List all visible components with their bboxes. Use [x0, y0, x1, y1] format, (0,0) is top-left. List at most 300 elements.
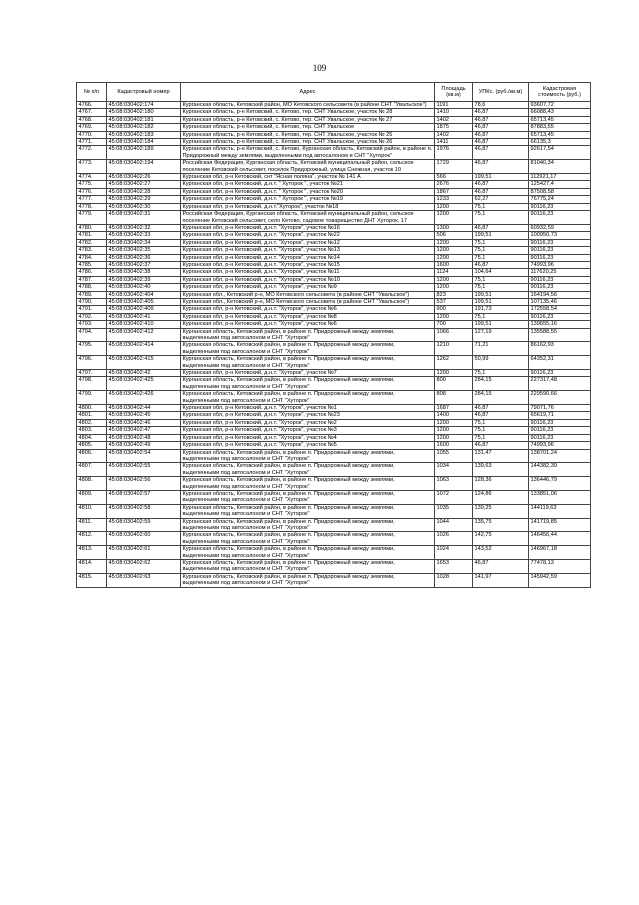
cell-area: 1035 [435, 504, 473, 518]
cell-specific-value: 46,87 [473, 116, 529, 123]
header-specific-value: УПКс. (руб./кв.м) [473, 83, 529, 102]
cell-specific-value: 46,87 [473, 124, 529, 131]
cell-cadastral-number: 45:08:030402:409 [107, 306, 181, 313]
cell-number: 4767. [77, 109, 107, 116]
cell-cadastral-value: 87508,58 [529, 188, 591, 195]
cell-cadastral-number: 45:08:030402:412 [107, 328, 181, 342]
cell-address: Российская Федерация, Курганская область, Кетовский муниципальный район, сельское поселение Кетовский сельсовет, село Кетово, садовое товарищество ДНТ Хуторок, 17 [181, 211, 435, 225]
cell-number: 4791. [77, 306, 107, 313]
cell-number: 4813. [77, 546, 107, 560]
cell-area: 808 [435, 391, 473, 405]
cell-cadastral-number: 45:08:030402:58 [107, 504, 181, 518]
cell-cadastral-value: 90116,23 [529, 203, 591, 210]
cell-address: Курганская область, Кетовский район, в районе п. Придорожный между землями, выделенными под автосалоном и СНТ "Хуторок" [181, 342, 435, 356]
cell-specific-value: 75,1 [473, 419, 529, 426]
cell-cadastral-number: 45:08:030402:39 [107, 276, 181, 283]
cell-cadastral-value: 133851,06 [529, 490, 591, 504]
cell-area: 1300 [435, 224, 473, 231]
cell-cadastral-number: 45:08:030402:62 [107, 560, 181, 574]
table-row [77, 188, 591, 195]
cell-number: 4811. [77, 518, 107, 532]
cell-number: 4794. [77, 328, 107, 342]
table-row [77, 377, 591, 391]
table-row [77, 284, 591, 291]
cell-area: 1200 [435, 434, 473, 441]
page-number: 109 [312, 63, 327, 73]
cell-cadastral-value: 86162,93 [529, 342, 591, 356]
table-row [77, 321, 591, 328]
cell-cadastral-number: 45:08:030402:57 [107, 490, 181, 504]
table-row [77, 442, 591, 449]
cell-number: 4770. [77, 131, 107, 138]
cell-specific-value: 135,75 [473, 518, 529, 532]
cell-cadastral-value: 74993,96 [529, 261, 591, 268]
cell-cadastral-number: 45:08:030402:30 [107, 203, 181, 210]
cell-cadastral-number: 45:08:030402:63 [107, 573, 181, 587]
cell-cadastral-number: 45:08:030402:182 [107, 124, 181, 131]
cell-specific-value: 199,51 [473, 232, 529, 239]
cell-address: Курганская область, р-н Кетовский, с. Кетово, тер. СНТ Увальское [181, 124, 435, 131]
cell-specific-value: 284,15 [473, 377, 529, 391]
cell-cadastral-number: 45:08:030402:40 [107, 284, 181, 291]
cell-number: 4774. [77, 174, 107, 181]
cell-cadastral-value: 65619,71 [529, 412, 591, 419]
cell-area: 1687 [435, 405, 473, 412]
cell-cadastral-value: 107135,46 [529, 298, 591, 305]
table-row [77, 254, 591, 261]
cell-cadastral-number: 45:08:030402:48 [107, 434, 181, 441]
cell-address: Курганская область, Кетовский район, в районе п. Придорожный между землями, выделенными под автосалоном и СНТ "Хуторок" [181, 477, 435, 491]
table-row [77, 370, 591, 377]
cell-cadastral-value: 136446,79 [529, 477, 591, 491]
table-row [77, 342, 591, 356]
table-row [77, 211, 591, 225]
cell-cadastral-value: 65713,45 [529, 131, 591, 138]
cell-address: Курганская обл, р-н Кетовский, д.н.т. "Хуторок", участок №15 [181, 261, 435, 268]
cell-area: 1200 [435, 284, 473, 291]
cell-specific-value: 75,1 [473, 254, 529, 261]
cell-address: Курганская обл, р-н Кетовский, д.н.т. "Хуторок", участок №13 [181, 247, 435, 254]
cell-area: 1200 [435, 276, 473, 283]
cell-cadastral-number: 45:08:030402:426 [107, 391, 181, 405]
table-row [77, 261, 591, 268]
cell-specific-value: 75,1 [473, 427, 529, 434]
cell-cadastral-value: 65713,45 [529, 116, 591, 123]
cell-cadastral-number: 45:08:030402:41 [107, 313, 181, 320]
cell-address: Курганская область, р-н Кетовский, с. Кетово, тер. СНТ Увальское, участок № 27 [181, 116, 435, 123]
table-row [77, 313, 591, 320]
cell-specific-value: 141,97 [473, 573, 529, 587]
cell-cadastral-value: 90116,23 [529, 211, 591, 225]
cell-address: Курганская обл, р-н Кетовский, д.н.т. "Хуторок", участок №9 [181, 284, 435, 291]
table-row [77, 203, 591, 210]
cell-specific-value: 46,87 [473, 181, 529, 188]
cell-area: 900 [435, 306, 473, 313]
table-row [77, 109, 591, 116]
cell-address: Курганская обл, р-н Кетовский, д.н.т. "Хуторок", участок №10 [181, 276, 435, 283]
cell-number: 4804. [77, 434, 107, 441]
table-row [77, 276, 591, 283]
cell-number: 4797. [77, 370, 107, 377]
cell-number: 4807. [77, 463, 107, 477]
cell-number: 4768. [77, 116, 107, 123]
cell-area: 1867 [435, 188, 473, 195]
cell-area: 1034 [435, 463, 473, 477]
cell-address: Курганская область, Кетовский район, в районе п. Придорожный между землями, выделенными под автосалоном и СНТ "Хуторок" [181, 504, 435, 518]
cell-address: Курганская обл, р-н Кетовский, д.н.т. "Хуторок", участок №4 [181, 434, 435, 441]
cell-specific-value: 131,47 [473, 449, 529, 463]
cell-area: 1262 [435, 356, 473, 370]
cell-area: 1210 [435, 342, 473, 356]
cell-cadastral-value: 135588,55 [529, 328, 591, 342]
cell-cadastral-number: 45:08:030402:27 [107, 181, 181, 188]
cell-number: 4773. [77, 160, 107, 174]
cell-cadastral-number: 45:08:030402:59 [107, 518, 181, 532]
cell-address: Курганская обл, р-н Кетовский, д.н.т. "Хуторок", участок №14 [181, 254, 435, 261]
cell-cadastral-value: 87883,55 [529, 124, 591, 131]
cell-specific-value: 46,87 [473, 109, 529, 116]
cell-address: Курганская область, Кетовский район, в районе п. Придорожный между землями, выделенными под автосалоном и СНТ "Хуторок" [181, 377, 435, 391]
cell-cadastral-value: 90116,23 [529, 427, 591, 434]
cell-area: 1024 [435, 546, 473, 560]
cell-area: 537 [435, 298, 473, 305]
cell-specific-value: 199,51 [473, 298, 529, 305]
cell-cadastral-number: 45:08:030402:184 [107, 139, 181, 146]
cell-area: 1200 [435, 247, 473, 254]
cell-area: 823 [435, 291, 473, 298]
cell-specific-value: 62,27 [473, 196, 529, 203]
cell-cadastral-number: 45:08:030402:180 [107, 109, 181, 116]
cell-number: 4777. [77, 196, 107, 203]
cell-number: 4790. [77, 298, 107, 305]
cell-area: 1653 [435, 560, 473, 574]
cell-specific-value: 199,51 [473, 321, 529, 328]
cell-number: 4783. [77, 247, 107, 254]
cell-area: 1044 [435, 518, 473, 532]
cell-cadastral-value: 90116,23 [529, 434, 591, 441]
cell-specific-value: 46,87 [473, 224, 529, 231]
cell-specific-value: 46,87 [473, 131, 529, 138]
cell-cadastral-value: 90116,23 [529, 370, 591, 377]
cell-number: 4815. [77, 573, 107, 587]
cell-address: Курганская обл, р-н Кетовский, д.н.т. "Хуторок", участок №6 [181, 306, 435, 313]
cell-specific-value: 75,1 [473, 276, 529, 283]
cell-area: 1200 [435, 203, 473, 210]
cell-number: 4785. [77, 261, 107, 268]
cell-number: 4808. [77, 477, 107, 491]
cell-specific-value: 71,21 [473, 342, 529, 356]
cell-area: 700 [435, 321, 473, 328]
cell-area: 1200 [435, 313, 473, 320]
cell-cadastral-number: 45:08:030402:45 [107, 412, 181, 419]
cell-cadastral-number: 45:08:030402:26 [107, 174, 181, 181]
cell-address: Курганская обл, р-н Кетовский, д.н.т. " Хуторок ", участок №20 [181, 188, 435, 195]
cell-cadastral-value: 229590,66 [529, 391, 591, 405]
cell-specific-value: 78,6 [473, 102, 529, 109]
cell-address: Курганская обл, р-н Кетовский, д.н.т. " Хуторок ", участок №19 [181, 196, 435, 203]
cell-cadastral-value: 100950,73 [529, 232, 591, 239]
table-row [77, 181, 591, 188]
cell-area: 1200 [435, 427, 473, 434]
cell-area: 1233 [435, 196, 473, 203]
cell-number: 4793. [77, 321, 107, 328]
cell-cadastral-value: 74993,96 [529, 442, 591, 449]
cell-cadastral-number: 45:08:030402:56 [107, 477, 181, 491]
cell-cadastral-number: 45:08:030402:35 [107, 247, 181, 254]
cell-number: 4800. [77, 405, 107, 412]
cell-cadastral-number: 45:08:030402:33 [107, 232, 181, 239]
table-row [77, 146, 591, 160]
cell-address: Курганская область, Кетовский район, в районе п. Придорожный между землями, выделенными под автосалоном и СНТ "Хуторок" [181, 449, 435, 463]
cell-number: 4792. [77, 313, 107, 320]
cell-cadastral-value: 77478,13 [529, 560, 591, 574]
cell-area: 1191 [435, 102, 473, 109]
table-row [77, 463, 591, 477]
cell-cadastral-number: 45:08:030402:47 [107, 427, 181, 434]
table-row [77, 298, 591, 305]
cell-number: 4788. [77, 284, 107, 291]
cell-specific-value: 46,87 [473, 160, 529, 174]
cell-cadastral-number: 45:08:030402:31 [107, 211, 181, 225]
cell-cadastral-number: 45:08:030402:44 [107, 405, 181, 412]
cell-number: 4772. [77, 146, 107, 160]
cell-address: Курганская обл, р-н Кетовский, д.н.т. "Хуторок", участок №7 [181, 370, 435, 377]
cell-address: Курганская обл, р-н Кетовский, д.н.т. " Хуторок ", участок №21 [181, 181, 435, 188]
table-row [77, 518, 591, 532]
cell-specific-value: 139,63 [473, 463, 529, 477]
cell-cadastral-number: 45:08:030402:36 [107, 254, 181, 261]
cell-area: 1124 [435, 269, 473, 276]
cell-area: 1072 [435, 490, 473, 504]
cell-specific-value: 75,1 [473, 211, 529, 225]
cell-cadastral-value: 141719,85 [529, 518, 591, 532]
header-address: Адрес [181, 83, 435, 102]
cell-cadastral-number: 45:08:030402:174 [107, 102, 181, 109]
cell-cadastral-number: 45:08:030402:183 [107, 131, 181, 138]
table-header-row [77, 83, 591, 102]
cell-address: Курганская обл, р-н Кетовский, д.н.т. "Хуторок", участок №22 [181, 232, 435, 239]
cell-specific-value: 124,86 [473, 490, 529, 504]
cell-cadastral-number: 45:08:030402:410 [107, 321, 181, 328]
table-row [77, 391, 591, 405]
cell-number: 4781. [77, 232, 107, 239]
cell-specific-value: 127,19 [473, 328, 529, 342]
cell-address: Курганская область, Кетовский район, в районе п. Придорожный между землями, выделенными под автосалоном и СНТ "Хуторок" [181, 463, 435, 477]
cell-address: Курганская обл, р-н Кетовский, д.н.т. "Хуторок", участок №6 [181, 321, 435, 328]
cell-number: 4779. [77, 211, 107, 225]
cell-cadastral-value: 90116,23 [529, 239, 591, 246]
cell-cadastral-number: 45:08:030402:414 [107, 342, 181, 356]
cell-number: 4803. [77, 427, 107, 434]
cell-address: Курганская область, Кетовский район, в районе п. Придорожный между землями, выделенными под автосалоном и СНТ "Хуторок" [181, 573, 435, 587]
cell-address: Курганская область, Кетовский район, в районе п. Придорожный между землями, выделенными под автосалоном и СНТ "Хуторок" [181, 518, 435, 532]
table-row [77, 269, 591, 276]
table-row [77, 247, 591, 254]
cell-cadastral-value: 145942,59 [529, 573, 591, 587]
cell-address: Курганская обл, р-н Кетовский, д.н.т. "Хуторок", участок №2 [181, 419, 435, 426]
cell-area: 1200 [435, 370, 473, 377]
cell-number: 4775. [77, 181, 107, 188]
cell-number: 4798. [77, 377, 107, 391]
cell-specific-value: 46,87 [473, 405, 529, 412]
cell-area: 1600 [435, 261, 473, 268]
table-row [77, 328, 591, 342]
cell-area: 1729 [435, 160, 473, 174]
table-row [77, 412, 591, 419]
cell-number: 4812. [77, 532, 107, 546]
cell-address: Курганская область, Кетовский район, в районе п. Придорожный между землями, выделенными под автосалоном и СНТ "Хуторок" [181, 490, 435, 504]
cell-cadastral-value: 93607,72 [529, 102, 591, 109]
table-row [77, 139, 591, 146]
cell-address: Курганская обл, р-н Кетовский, д.н.т. "Хуторок", участок №23 [181, 412, 435, 419]
cell-cadastral-value: 117620,25 [529, 269, 591, 276]
table-row [77, 573, 591, 587]
cell-specific-value: 199,51 [473, 291, 529, 298]
header-cadastral-number: Кадастровый номер [107, 83, 181, 102]
cell-cadastral-value: 90116,23 [529, 276, 591, 283]
table-row [77, 124, 591, 131]
cell-specific-value: 75,1 [473, 247, 529, 254]
cell-specific-value: 46,87 [473, 442, 529, 449]
cell-address: Курганская область, Кетовский район, в районе п. Придорожный между землями, выделенными под автосалоном и СНТ "Хуторок" [181, 532, 435, 546]
table-row [77, 291, 591, 298]
cell-cadastral-value: 64352,31 [529, 356, 591, 370]
cell-cadastral-value: 125427,4 [529, 181, 591, 188]
cell-number: 4802. [77, 419, 107, 426]
cell-area: 1200 [435, 211, 473, 225]
cell-number: 4806. [77, 449, 107, 463]
cell-cadastral-value: 76775,24 [529, 196, 591, 203]
table-row [77, 174, 591, 181]
cell-address: Курганская обл, р-н Кетовский, д.н.т. "Хуторок", участок №1 [181, 405, 435, 412]
cell-address: Курганская обл., Кетовский р-н, МО Кетовского сельсовета (в районе СНТ "Увальское") [181, 291, 435, 298]
cell-specific-value: 75,1 [473, 370, 529, 377]
cell-cadastral-number: 45:08:030402:405 [107, 298, 181, 305]
cell-cadastral-value: 90116,23 [529, 419, 591, 426]
table-row [77, 356, 591, 370]
cell-specific-value: 191,73 [473, 306, 529, 313]
cell-address: Курганская область, Кетовский район, в районе п. Придорожный между землями, выделенными под автосалоном и СНТ "Хуторок" [181, 546, 435, 560]
cell-cadastral-value: 146967,18 [529, 546, 591, 560]
table-row [77, 490, 591, 504]
cell-specific-value: 46,87 [473, 188, 529, 195]
cell-number: 4780. [77, 224, 107, 231]
cell-specific-value: 142,75 [473, 532, 529, 546]
cell-cadastral-number: 45:08:030402:34 [107, 239, 181, 246]
cell-address: Курганская обл, р-н Кетовский, д.н.т. "Хуторок", участок №3 [181, 427, 435, 434]
cell-number: 4786. [77, 269, 107, 276]
cell-cadastral-number: 45:08:030402:181 [107, 116, 181, 123]
cell-specific-value: 50,99 [473, 356, 529, 370]
cell-area: 1026 [435, 532, 473, 546]
cell-area: 1410 [435, 109, 473, 116]
cell-specific-value: 128,36 [473, 477, 529, 491]
cell-cadastral-value: 138701,24 [529, 449, 591, 463]
cell-cadastral-value: 112921,17 [529, 174, 591, 181]
cell-address: Курганская обл, р-н Кетовский, д.н.т. "Хуторок", участок №5 [181, 442, 435, 449]
cell-number: 4778. [77, 203, 107, 210]
cell-cadastral-value: 66088,43 [529, 109, 591, 116]
cell-address: Курганская область, Кетовский район, в районе п. Придорожный между землями, выделенными под автосалоном и СНТ "Хуторок" [181, 328, 435, 342]
cell-cadastral-value: 139655,16 [529, 321, 591, 328]
cell-area: 1200 [435, 239, 473, 246]
cell-number: 4784. [77, 254, 107, 261]
cell-cadastral-value: 66135,3 [529, 139, 591, 146]
cell-cadastral-number: 45:08:030402:29 [107, 196, 181, 203]
table-row [77, 405, 591, 412]
header-number: № п/п [77, 83, 107, 102]
cell-specific-value: 75,1 [473, 434, 529, 441]
cell-specific-value: 199,51 [473, 174, 529, 181]
cell-cadastral-value: 90116,23 [529, 254, 591, 261]
cell-number: 4771. [77, 139, 107, 146]
table-row [77, 116, 591, 123]
cell-area: 1200 [435, 254, 473, 261]
cell-specific-value: 46,87 [473, 139, 529, 146]
cell-number: 4810. [77, 504, 107, 518]
cell-area: 506 [435, 232, 473, 239]
cell-specific-value: 46,87 [473, 261, 529, 268]
cell-number: 4766. [77, 102, 107, 109]
cell-specific-value: 46,87 [473, 560, 529, 574]
cell-cadastral-number: 45:08:030402:60 [107, 532, 181, 546]
cell-address: Курганская обл, р-н Кетовский, д.н.т. "Хуторок", участок №16 [181, 224, 435, 231]
cell-specific-value: 143,52 [473, 546, 529, 560]
table-row [77, 131, 591, 138]
cell-number: 4809. [77, 490, 107, 504]
cell-specific-value: 75,1 [473, 313, 529, 320]
table-row [77, 449, 591, 463]
cell-cadastral-value: 90116,23 [529, 313, 591, 320]
cell-address: Курганская область, Кетовский район, в районе п. Придорожный между землями, выделенными под автосалоном и СНТ "Хуторок" [181, 356, 435, 370]
cell-area: 566 [435, 174, 473, 181]
cell-number: 4782. [77, 239, 107, 246]
cell-cadastral-value: 81040,34 [529, 160, 591, 174]
cell-cadastral-value: 172558,54 [529, 306, 591, 313]
table-row [77, 196, 591, 203]
cell-number: 4787. [77, 276, 107, 283]
cell-number: 4801. [77, 412, 107, 419]
table-row [77, 160, 591, 174]
cell-address: Курганская обл, р-н Кетовский, д.н.т."Хуторок", участок №18 [181, 203, 435, 210]
cell-specific-value: 75,1 [473, 203, 529, 210]
cell-area: 1200 [435, 419, 473, 426]
cell-cadastral-value: 164194,56 [529, 291, 591, 298]
cell-address: Курганская область, р-н Кетовский, с. Кетово, тер. СНТ Увальское, участок № 25 [181, 131, 435, 138]
cell-address: Курганская область, р-н Кетовский, с. Кетово, тер. СНТ Увальское, участок № 28 [181, 109, 435, 116]
cell-cadastral-value: 146456,44 [529, 532, 591, 546]
cell-address: Курганская область, р-н Кетовский, с. Кетово, Курганская область, Кетовский район, в районе п. Придорожный между землями, выделенными под автосалоном и СНТ "Хуторок" [181, 146, 435, 160]
cell-cadastral-value: 92617,54 [529, 146, 591, 160]
table-row [77, 477, 591, 491]
cell-number: 4805. [77, 442, 107, 449]
cell-cadastral-number: 45:08:030402:54 [107, 449, 181, 463]
cell-specific-value: 75,1 [473, 284, 529, 291]
cell-cadastral-number: 45:08:030402:425 [107, 377, 181, 391]
cell-cadastral-number: 45:08:030402:404 [107, 291, 181, 298]
cell-cadastral-number: 45:08:030402:46 [107, 419, 181, 426]
cell-area: 1066 [435, 328, 473, 342]
cadastral-table [76, 82, 591, 588]
cell-cadastral-value: 227317,48 [529, 377, 591, 391]
cell-cadastral-number: 45:08:030402:49 [107, 442, 181, 449]
cell-area: 1600 [435, 442, 473, 449]
table-row [77, 239, 591, 246]
cell-address: Курганская область, Кетовский район, МО Кетовского сельсовета (в районе СНТ "Увальское") [181, 102, 435, 109]
table-row [77, 532, 591, 546]
header-cadastral-value: Кадастровая стоимость (руб.) [529, 83, 591, 102]
cell-area: 2676 [435, 181, 473, 188]
